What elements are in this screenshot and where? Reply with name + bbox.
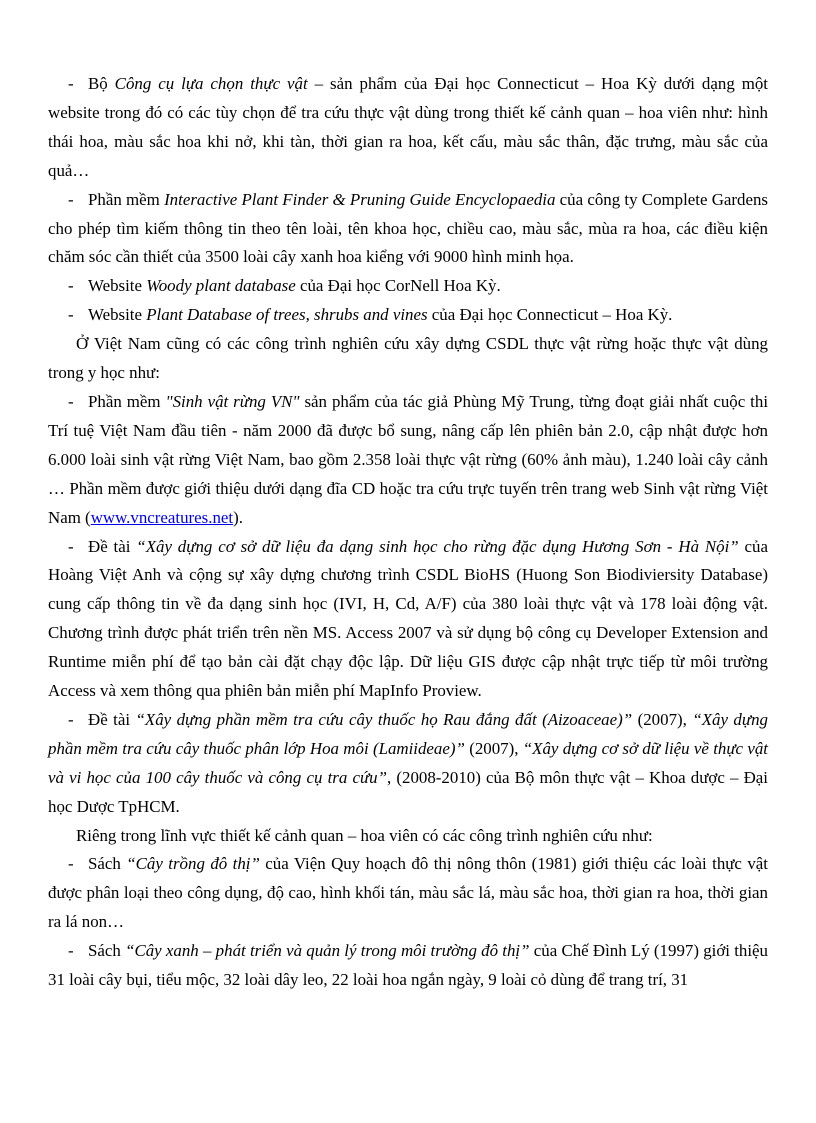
list-dash: - bbox=[68, 941, 74, 961]
item-text: của công ty Complete Gardens cho phép tìm kiếm thông tin theo tên loài, tên khoa học, chiều cao, màu sắc, mùa ra hoa, các điều kiện chăm sóc cần thiết của 3500 loài cây xanh hoa kiểng với 9000 hình minh họa. bbox=[48, 189, 769, 267]
item-title: “Cây xanh – phát triển và quản lý trong môi trường đô thị” bbox=[125, 941, 530, 961]
paragraph: Ở Việt Nam cũng có các công trình nghiên cứu xây dựng CSDL thực vật rừng hoặc thực vật dùng trong y học như: bbox=[48, 334, 768, 383]
list-item bbox=[48, 937, 768, 995]
list-item bbox=[48, 301, 768, 330]
list-item bbox=[48, 272, 768, 301]
item-text: Website bbox=[88, 305, 147, 325]
paragraph: Riêng trong lĩnh vực thiết kế cảnh quan – hoa viên có các công trình nghiên cứu như: bbox=[76, 825, 653, 845]
item-title: “Cây trồng đô thị” bbox=[126, 854, 260, 874]
list-dash: - bbox=[68, 74, 74, 93]
list-dash: - bbox=[68, 189, 74, 209]
list-item bbox=[48, 706, 768, 822]
item-text: của Hoàng Việt Anh và cộng sự xây dựng chương trình CSDL BioHS (Huong Son Biodiviersity Database) cung cấp thông tin về đa dạng sinh học (IVI, H, Cd, A/F) của 380 loài thực vật và 178 loài động vật. Chương trình được phát triển trên nền MS. Access 2007 và sử dụng bộ công cụ Developer Extension and Runtime miễn phí để tạo bản cài đặt chạy độc lập. Dữ liệu GIS được cập nhật trực tiếp từ môi trường Access và xem thông qua phiên bản miễn phí MapInfo Proview. bbox=[48, 536, 768, 701]
list-dash: - bbox=[68, 391, 74, 411]
item-title: “Xây dựng cơ sở dữ liệu về thực vật và vi học của 100 cây thuốc và công cụ tra cứu” bbox=[48, 738, 768, 787]
item-title: “Xây dựng phần mềm tra cứu cây thuốc phân lớp Hoa môi (Lamiideae)” bbox=[48, 709, 768, 758]
list-item bbox=[48, 70, 768, 186]
item-text: của Viện Quy hoạch đô thị nông thôn (1981) giới thiệu các loài thực vật được phân loại theo công dụng, độ cao, hình khối tán, màu sắc lá, màu sắc hoa, thời gian ra hoa, thời gian ra lá non… bbox=[48, 854, 768, 932]
website-link[interactable]: www.vncreatures.net bbox=[90, 507, 234, 527]
item-title: Interactive Plant Finder & Pruning Guide Encyclopaedia bbox=[164, 189, 556, 209]
list-dash: - bbox=[68, 709, 74, 729]
item-title: "Sinh vật rừng VN" bbox=[165, 391, 300, 411]
item-text: Phần mềm bbox=[88, 189, 165, 209]
item-text: Phần mềm bbox=[88, 391, 166, 411]
list-dash: - bbox=[68, 854, 74, 874]
item-text: ). bbox=[233, 507, 243, 527]
item-text: Bộ bbox=[88, 74, 115, 93]
item-text: của Chế Đình Lý (1997) giới thiệu 31 loài cây bụi, tiểu mộc, 32 loài dây leo, 22 loài hoa ngắn ngày, 9 loài cỏ dùng để trang trí, 31 bbox=[48, 941, 768, 990]
item-text: Sách bbox=[88, 941, 126, 961]
item-text: (2007), bbox=[632, 709, 693, 729]
list-item bbox=[48, 850, 768, 937]
item-title: “Xây dựng phần mềm tra cứu cây thuốc họ Rau đắng đất (Aizoaceae)” bbox=[135, 709, 633, 729]
item-text: – sản phẩm của Đại học Connecticut – Hoa Kỳ dưới dạng một website trong đó có các tùy chọn để tra cứu thực vật dùng trong thiết kế cảnh quan – hoa viên như: hình thái hoa, màu sắc hoa khi nở, khi tàn, thời gian ra hoa, kết cấu, màu sắc thân, đặc trưng, màu sắc của quả… bbox=[48, 74, 768, 180]
item-text: (2007), bbox=[464, 738, 523, 758]
item-text: Sách bbox=[88, 854, 127, 874]
list-item bbox=[48, 186, 768, 273]
list-dash: - bbox=[68, 536, 74, 556]
document-page bbox=[48, 70, 768, 995]
list-item bbox=[48, 533, 768, 706]
item-text: , (2008-2010) của Bộ môn thực vật – Khoa dược – Đại học Dược TpHCM. bbox=[48, 767, 768, 816]
item-text: Website bbox=[88, 276, 147, 296]
item-text: của Đại học Connecticut – Hoa Kỳ. bbox=[427, 305, 673, 325]
list-item bbox=[48, 388, 768, 533]
item-title: Plant Database of trees, shrubs and vines bbox=[146, 305, 428, 325]
item-text: của Đại học CorNell Hoa Kỳ. bbox=[295, 276, 501, 296]
list-dash: - bbox=[68, 276, 74, 296]
item-text: sản phẩm của tác giả Phùng Mỹ Trung, từng đoạt giải nhất cuộc thi Trí tuệ Việt Nam đầu tiên - năm 2000 đã được bổ sung, nâng cấp lên phiên bản 2.0, cập nhật được hơn 6.000 loài sinh vật rừng Việt Nam, bao gồm 2.358 loài thực vật rừng (60% ảnh màu), 1.240 loài cây cảnh … Phần mềm được giới thiệu dưới dạng đĩa CD hoặc tra cứu trực tuyến trên trang web Sinh vật rừng Việt Nam ( bbox=[48, 391, 769, 527]
list-dash: - bbox=[68, 305, 74, 325]
item-title: Công cụ lựa chọn thực vật bbox=[114, 74, 308, 93]
item-text: Đề tài bbox=[88, 709, 136, 729]
item-text: Đề tài bbox=[88, 536, 137, 556]
item-title: Woody plant database bbox=[146, 276, 296, 296]
item-title: “Xây dựng cơ sở dữ liệu đa dạng sinh học cho rừng đặc dụng Hương Sơn - Hà Nội” bbox=[136, 536, 739, 556]
